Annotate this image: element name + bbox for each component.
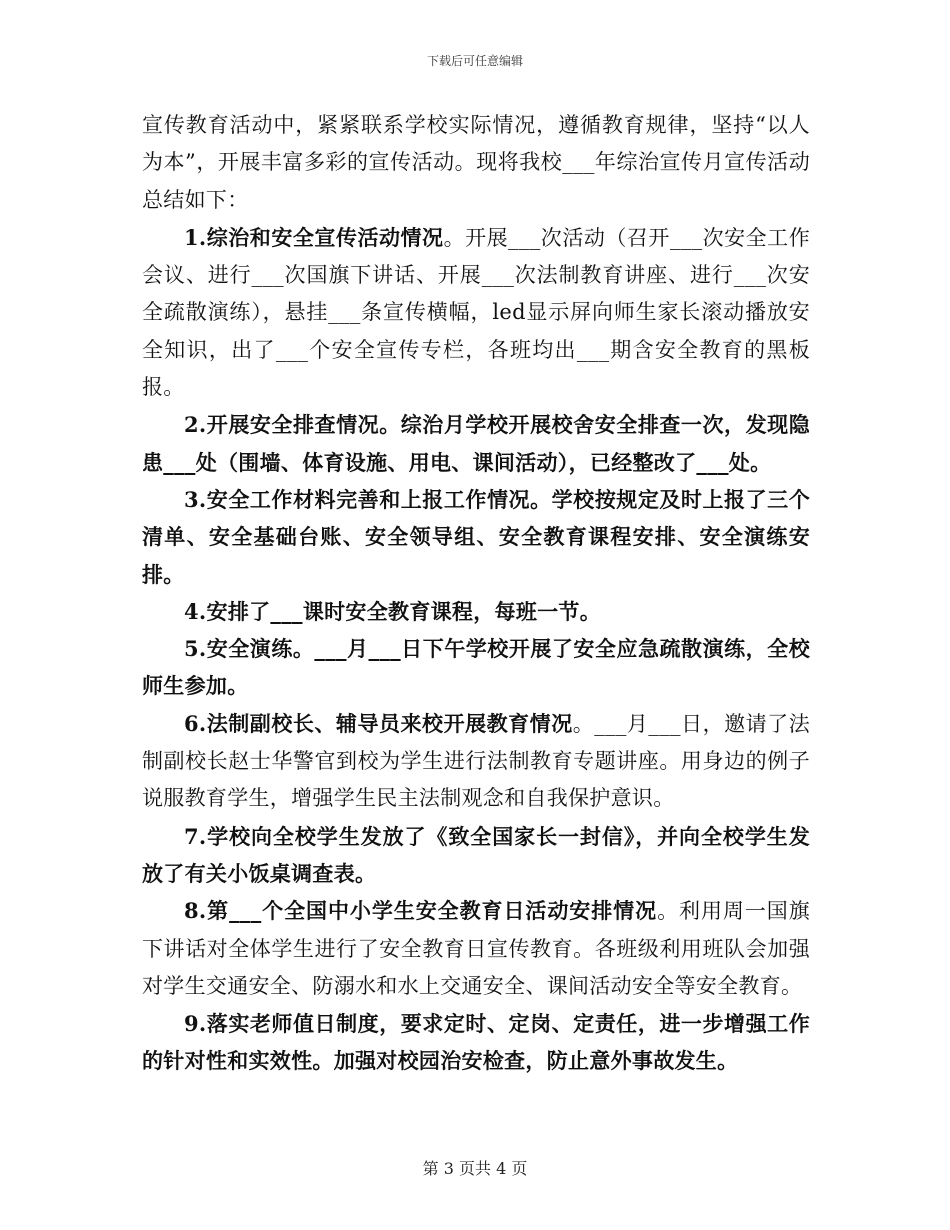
- text-segment: 9.落实老师值日制度，要求定时、定岗、定责任，进一步增强工作的针对性和实效性。加强对校园治安检查，防止意外事故发生。: [142, 1011, 810, 1074]
- text-segment: 。___月___日，邀请了法制副校长赵士华警官到校为学生进行法制教育专题讲座。用身边的例子说服教育学生，增强学生民主法制观念和自我保护意识。: [142, 711, 811, 811]
- paragraph-item-4: [142, 593, 810, 630]
- page-footer: 第 3 页共 4 页: [422, 1159, 528, 1178]
- paragraph-item-5: [142, 630, 810, 705]
- text-segment: 7.学校向全校学生发放了《致全国家长一封信》，并向全校学生发放了有关小饭桌调查表。: [142, 823, 810, 886]
- paragraph-item-1: [142, 219, 810, 406]
- item-heading: 1.综治和安全宣传活动情况: [184, 224, 444, 250]
- text-segment: 。开展___次活动（召开___次安全工作会议、进行___次国旗下讲话、开展___次法制教育讲座、进行___次安全疏散演练），悬挂___条宣传横幅，led显示屏向师生家长滚动播放安全知识，出了___个安全宣传专栏，各班均出___期含安全教育的黑板报。: [142, 225, 811, 400]
- text-segment: 2.开展安全排查情况。综治月学校开展校舍安全排查一次，发现隐患___处（围墙、体育设施、用电、课间活动），已经整改了___处。: [142, 412, 810, 475]
- paragraph-item-8: [142, 892, 810, 1005]
- item-heading: 8.第___个全国中小学生安全教育日活动安排情况: [184, 898, 658, 924]
- paragraph-intro: [142, 107, 810, 219]
- item-heading: 6.法制副校长、辅导员来校开展教育情况: [184, 710, 573, 736]
- text-segment: 4.安排了___课时安全教育课程，每班一节。: [184, 598, 602, 624]
- text-segment: 宣传教育活动中，紧紧联系学校实际情况，遵循教育规律，坚持“以人为本”，开展丰富多彩的宣传活动。现将我校___年综治宣传月宣传活动总结如下：: [142, 113, 810, 212]
- document-body: [142, 107, 810, 1080]
- page-header: 下载后可任意编辑: [426, 54, 523, 68]
- paragraph-item-7: [142, 818, 810, 893]
- text-segment: 3.安全工作材料完善和上报工作情况。学校按规定及时上报了三个清单、安全基础台账、安全领导组、安全教育课程安排、安全演练安排。: [142, 486, 810, 587]
- paragraph-item-9: [142, 1005, 810, 1080]
- text-segment: 5.安全演练。___月___日下午学校开展了安全应急疏散演练，全校师生参加。: [142, 636, 810, 699]
- paragraph-item-6: [142, 705, 810, 818]
- paragraph-item-3: [142, 481, 810, 593]
- text-segment: 。利用周一国旗下讲话对全体学生进行了安全教育日宣传教育。各班级利用班队会加强对学生交通安全、防溺水和水上交通安全、课间活动安全等安全教育。: [142, 899, 810, 998]
- paragraph-item-2: [142, 406, 810, 481]
